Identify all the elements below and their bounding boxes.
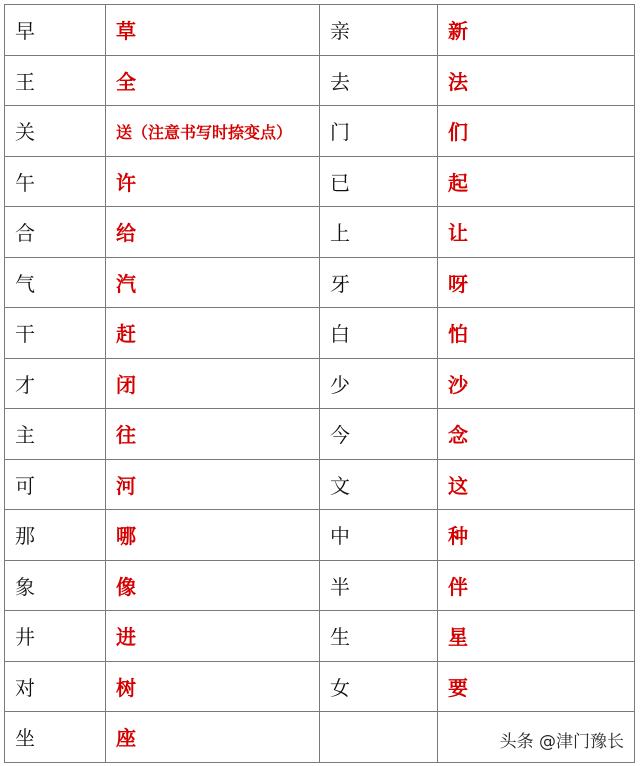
empty-cell [320, 712, 438, 763]
character-table-body [5, 5, 635, 763]
base-char-cell: 文 [320, 459, 438, 510]
table-row [5, 611, 635, 662]
derived-char-cell: 给 [106, 207, 320, 258]
character-table [4, 4, 635, 763]
table-row [5, 358, 635, 409]
derived-char-cell: 汽 [106, 257, 320, 308]
base-char-cell: 关 [5, 106, 106, 157]
table-row [5, 459, 635, 510]
derived-char-cell: 念 [438, 409, 635, 460]
watermark: 头条 @津门豫长 [499, 732, 624, 752]
base-char-cell: 已 [320, 156, 438, 207]
derived-char-cell: 伴 [438, 560, 635, 611]
base-char-cell: 可 [5, 459, 106, 510]
derived-char-cell-with-note [106, 106, 320, 157]
base-char-cell: 坐 [5, 712, 106, 763]
base-char-cell: 干 [5, 308, 106, 359]
table-row [5, 156, 635, 207]
derived-char-cell: 闭 [106, 358, 320, 409]
base-char-cell: 象 [5, 560, 106, 611]
derived-char-cell: 怕 [438, 308, 635, 359]
base-char-cell: 主 [5, 409, 106, 460]
derived-char-cell: 星 [438, 611, 635, 662]
base-char-cell: 对 [5, 661, 106, 712]
table-row [5, 510, 635, 561]
derived-char-cell: 哪 [106, 510, 320, 561]
derived-char-cell: 种 [438, 510, 635, 561]
derived-char-cell: 往 [106, 409, 320, 460]
derived-char-cell: 新 [438, 5, 635, 56]
base-char-cell: 生 [320, 611, 438, 662]
derived-char-cell: 树 [106, 661, 320, 712]
base-char-cell: 去 [320, 55, 438, 106]
derived-char-cell: 座 [106, 712, 320, 763]
table-row [5, 106, 635, 157]
derived-char-cell: 法 [438, 55, 635, 106]
base-char-cell: 牙 [320, 257, 438, 308]
base-char-cell: 才 [5, 358, 106, 409]
base-char-cell: 门 [320, 106, 438, 157]
derived-char-cell: 起 [438, 156, 635, 207]
derived-char-cell: 呀 [438, 257, 635, 308]
table-row [5, 308, 635, 359]
derived-char-cell: 草 [106, 5, 320, 56]
derived-char-cell: 要 [438, 661, 635, 712]
base-char-cell: 气 [5, 257, 106, 308]
base-char-cell: 井 [5, 611, 106, 662]
table-row [5, 207, 635, 258]
table-row [5, 409, 635, 460]
derived-char-cell: 们 [438, 106, 635, 157]
base-char-cell: 亲 [320, 5, 438, 56]
derived-char-cell: 全 [106, 55, 320, 106]
derived-char-cell: 赶 [106, 308, 320, 359]
base-char-cell: 王 [5, 55, 106, 106]
derived-char-cell: 许 [106, 156, 320, 207]
base-char-cell: 今 [320, 409, 438, 460]
table-row [5, 560, 635, 611]
base-char-cell: 上 [320, 207, 438, 258]
base-char-cell: 那 [5, 510, 106, 561]
derived-char-cell: 这 [438, 459, 635, 510]
base-char-cell: 早 [5, 5, 106, 56]
base-char-cell: 午 [5, 156, 106, 207]
base-char-cell: 合 [5, 207, 106, 258]
derived-char-cell: 进 [106, 611, 320, 662]
base-char-cell: 少 [320, 358, 438, 409]
derived-char-cell: 河 [106, 459, 320, 510]
table-row [5, 257, 635, 308]
table-row [5, 55, 635, 106]
base-char-cell: 白 [320, 308, 438, 359]
base-char-cell: 女 [320, 661, 438, 712]
table-row [5, 661, 635, 712]
derived-char-cell: 让 [438, 207, 635, 258]
writing-note: 送（注意书写时捺变点） [116, 122, 293, 142]
base-char-cell: 中 [320, 510, 438, 561]
derived-char-cell: 沙 [438, 358, 635, 409]
table-row [5, 5, 635, 56]
base-char-cell: 半 [320, 560, 438, 611]
derived-char-cell: 像 [106, 560, 320, 611]
